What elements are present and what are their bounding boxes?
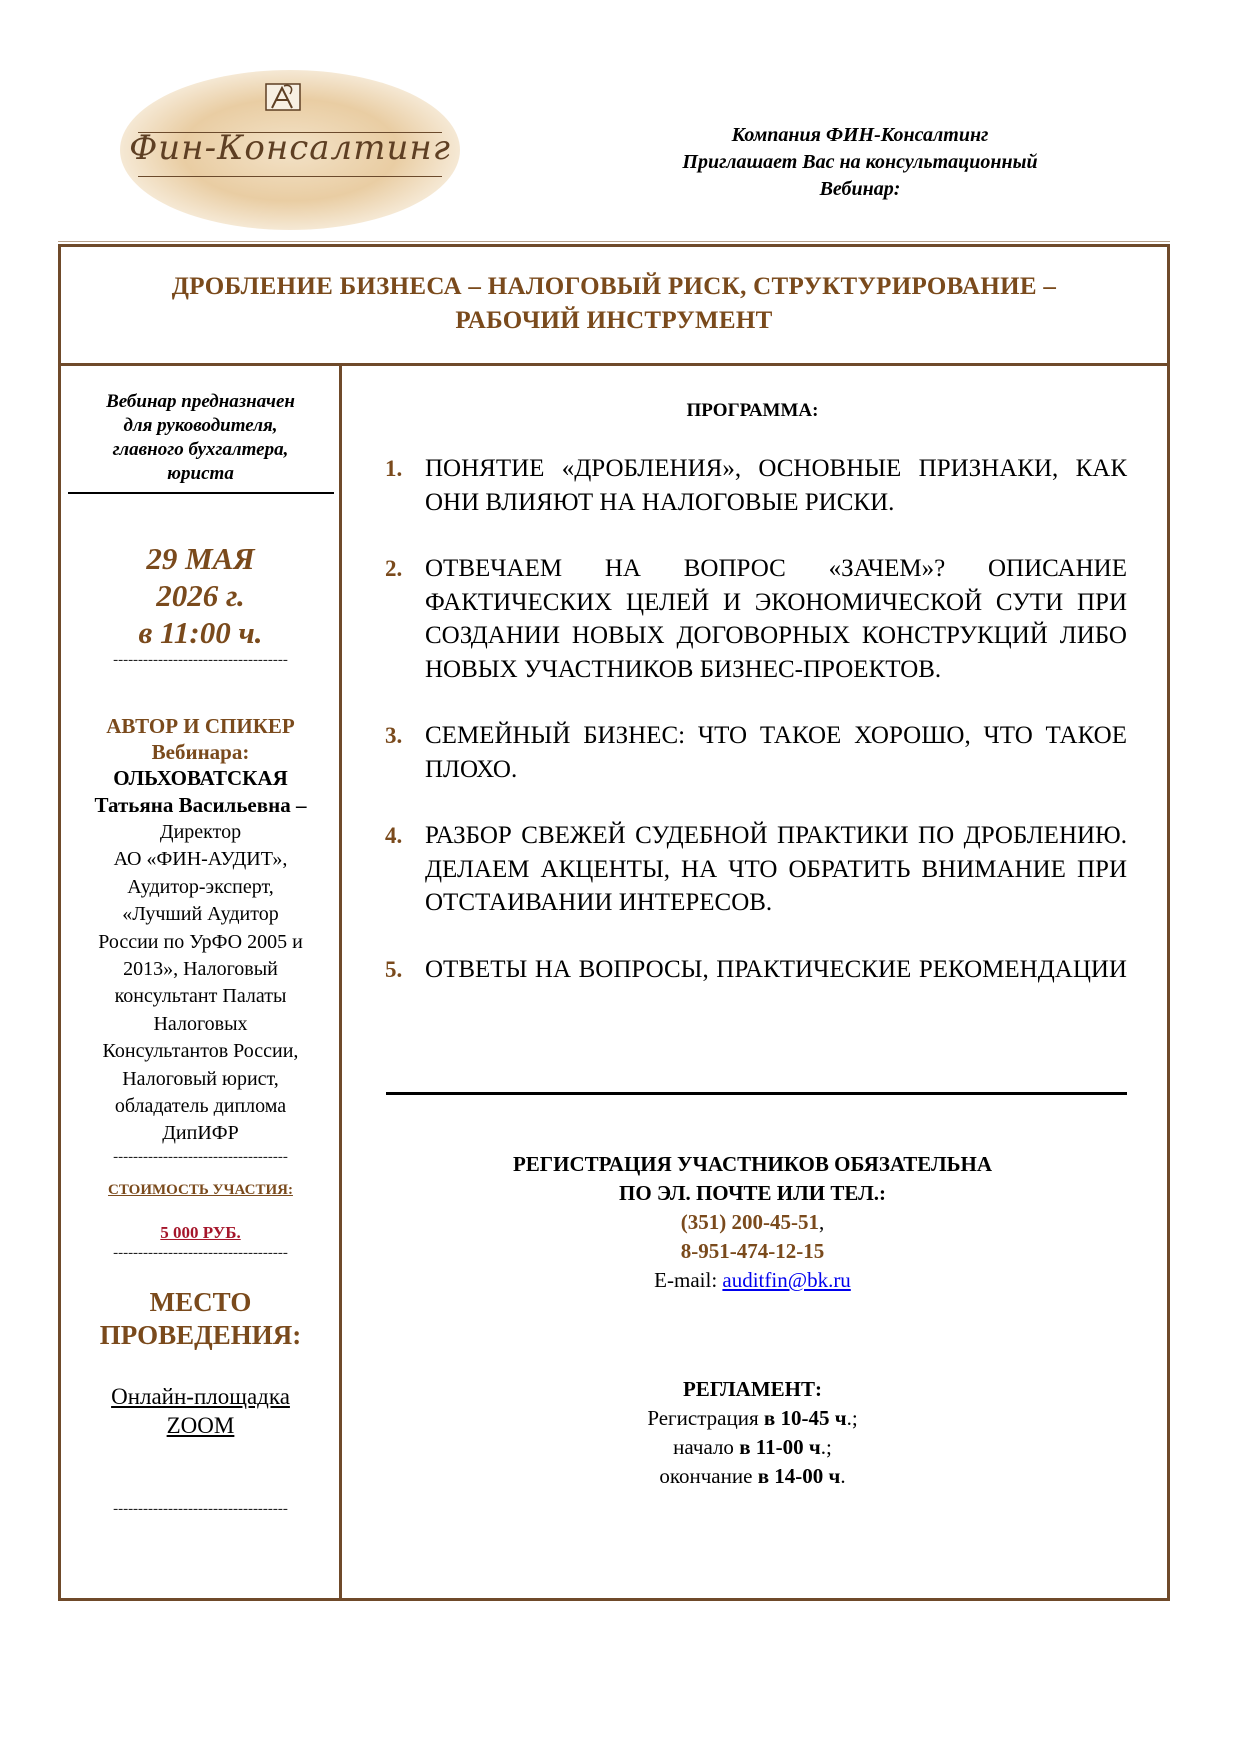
venue-heading-line: МЕСТО [149,1286,252,1317]
dashed-divider: ----------------------------------- [113,652,288,668]
author-description [62,819,339,1148]
invitation-header [610,122,1110,203]
program-item-text: СЕМЕЙНЫЙ БИЗНЕС: ЧТО ТАКОЕ ХОРОШО, ЧТО ТАКОЕ ПЛОХО. [425,722,1127,783]
program-item-number: 4. [385,823,403,848]
author-heading [62,713,339,765]
schedule-time: в 11-00 ч [739,1435,821,1459]
program-item [385,719,1127,786]
dashed-divider: ----------------------------------- [113,1148,288,1165]
cost-label: СТОИМОСТЬ УЧАСТИЯ: [108,1181,293,1198]
author-heading-line: Вебинара: [151,740,250,764]
author-desc-line: 2013», Налоговый [123,958,278,981]
phone-number[interactable]: 8-951-474-12-15 [680,1239,825,1263]
schedule-suffix: . [840,1464,846,1488]
author-desc-line: «Лучший Аудитор [122,903,279,926]
webinar-title [80,270,1148,338]
program-item-number: 2. [385,556,403,581]
author-name [62,765,339,819]
program-divider [386,1092,1127,1095]
schedule-label: Регистрация [647,1406,764,1430]
audience-line: Вебинар предназначен [106,391,295,412]
program-item [385,452,1127,519]
author-name-line: Татьяна Васильевна – [94,793,307,817]
program-item-number: 3. [385,723,403,748]
program-item-text: РАЗБОР СВЕЖЕЙ СУДЕБНОЙ ПРАКТИКИ ПО ДРОБЛЕНИЮ. ДЕЛАЕМ АКЦЕНТЫ, НА ЧТО ОБРАТИТЬ ВНИМАНИЕ ПРИ ОТСТАИВАНИИ ИНТЕРЕСОВ. [425,822,1127,916]
invitation-line: Приглашает Вас на консультационный [682,151,1038,173]
registration-block [345,1150,1160,1295]
venue-heading [62,1286,339,1352]
audience-line: юриста [167,463,234,484]
author-desc-line: Налоговый юрист, [122,1067,279,1090]
invitation-line: Вебинар: [819,178,901,200]
left-sidebar [62,390,339,1518]
program-item [385,819,1127,920]
schedule-row [345,1433,1160,1462]
author-desc-line: обладатель диплома [114,1095,287,1118]
program-item [385,552,1127,686]
frame-column-separator [339,363,342,1601]
webinar-title-line: ДРОБЛЕНИЕ БИЗНЕСА – НАЛОГОВЫЙ РИСК, СТРУКТУРИРОВАНИЕ – [171,273,1057,300]
program-item-number: 5. [385,956,403,982]
program-title: ПРОГРАММА: [686,400,819,421]
schedule-time: в 10-45 ч [763,1406,847,1430]
venue-value-line: ZOOM [166,1412,235,1438]
event-date-line: 2026 г. [156,578,245,613]
program-item-number: 1. [385,456,403,481]
program-item-text: ОТВЕЧАЕМ НА ВОПРОС «ЗАЧЕМ»? ОПИСАНИЕ ФАКТИЧЕСКИХ ЦЕЛЕЙ И ЭКОНОМИЧЕСКОЙ СУТИ ПРИ СОЗДАНИИ НОВЫХ ДОГОВОРНЫХ КОНСТРУКЦИЙ ЛИБО НОВЫХ УЧАСТНИКОВ БИЗНЕС-ПРОЕКТОВ. [425,555,1127,683]
event-date [62,540,339,651]
venue-value-line: Онлайн-площадка [111,1383,290,1409]
program-item-text: ОТВЕТЫ НА ВОПРОСЫ, ПРАКТИЧЕСКИЕ РЕКОМЕНДАЦИИ [425,955,1127,983]
author-name-line: ОЛЬХОВАТСКАЯ [113,766,288,790]
schedule-row [345,1462,1160,1491]
email-label: E-mail: [654,1268,723,1292]
audience-text [81,390,321,486]
invitation-line: Компания ФИН-Консалтинг [731,124,989,146]
logo-text: Фин-Консалтинг [129,128,451,168]
author-desc-line: России по УрФО 2005 и [98,930,303,953]
company-logo [120,70,460,230]
webinar-title-line: РАБОЧИЙ ИНСТРУМЕНТ [455,307,773,334]
registration-line: РЕГИСТРАЦИЯ УЧАСТНИКОВ ОБЯЗАТЕЛЬНА [512,1152,993,1176]
venue-heading-line: ПРОВЕДЕНИЯ: [99,1319,302,1350]
frame-top-thin-line [58,241,1170,242]
registration-line: ПО ЭЛ. ПОЧТЕ ИЛИ ТЕЛ.: [618,1181,886,1205]
author-desc-line: консультант Палаты [114,985,287,1008]
frame-title-separator [58,363,1170,366]
author-desc-line: Директор [159,821,242,843]
dashed-divider: ----------------------------------- [113,1244,288,1261]
schedule-suffix: .; [820,1435,832,1459]
event-date-line: в 11:00 ч. [138,615,263,650]
audience-line: главного бухгалтера, [112,439,289,460]
author-desc-line: Консультантов России, [102,1040,299,1063]
event-date-line: 29 МАЯ [146,541,255,576]
schedule-title: РЕГЛАМЕНТ: [682,1377,822,1401]
program-list [385,452,1127,986]
schedule-label: окончание [659,1464,758,1488]
schedule-label: начало [673,1435,740,1459]
author-heading-line: АВТОР И СПИКЕР [106,714,295,738]
schedule-row [345,1404,1160,1433]
schedule-suffix: .; [846,1406,858,1430]
phone-number[interactable]: (351) 200-45-51 [680,1210,819,1234]
venue-value [62,1382,339,1440]
schedule-time: в 14-00 ч [757,1464,841,1488]
logo-emblem-icon [260,78,306,118]
audience-line: для руководителя, [123,415,278,436]
program-item [385,953,1127,987]
program-item-text: ПОНЯТИЕ «ДРОБЛЕНИЯ», ОСНОВНЫЕ ПРИЗНАКИ, КАК ОНИ ВЛИЯЮТ НА НАЛОГОВЫЕ РИСКИ. [425,455,1127,516]
cost-value: 5 000 РУБ. [160,1222,241,1242]
author-desc-line: Аудитор-эксперт, [127,875,274,898]
email-link[interactable]: auditfin@bk.ru [722,1268,851,1292]
author-desc-line: Налоговых [153,1012,248,1035]
schedule-block [345,1375,1160,1491]
author-desc-line: ДипИФР [162,1122,239,1145]
dashed-divider: ----------------------------------- [113,1500,288,1517]
author-desc-line: АО «ФИН-АУДИТ», [113,848,288,871]
logo-rule-bottom [138,176,442,177]
phone-separator: , [818,1210,825,1234]
